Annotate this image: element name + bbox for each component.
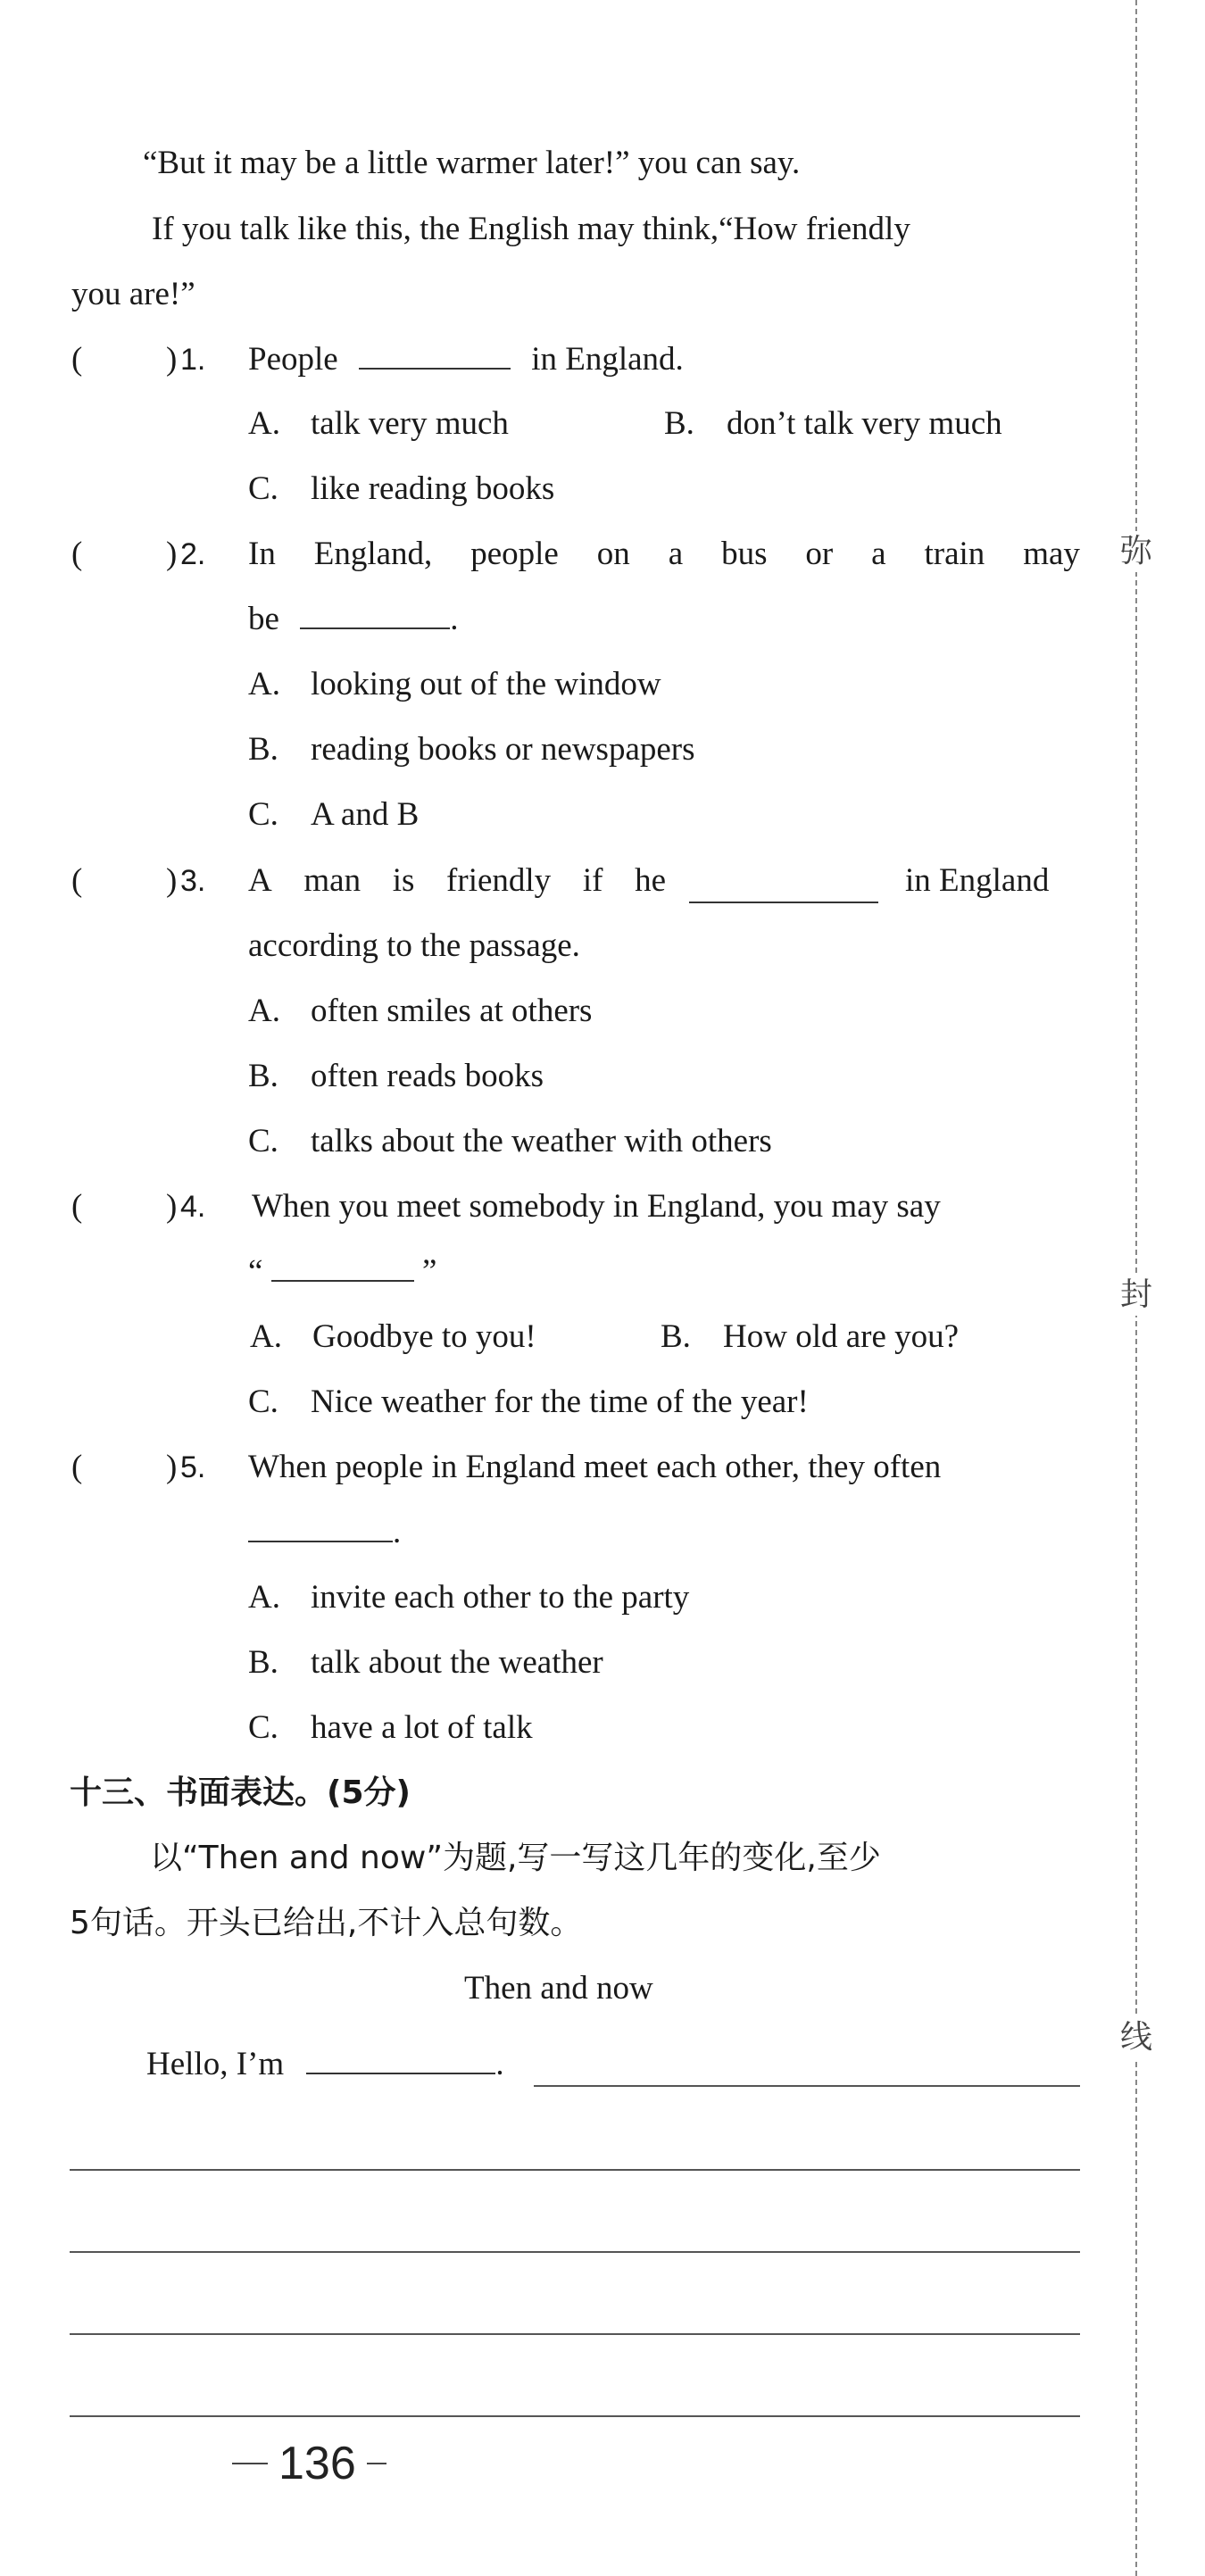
- q2-word: may: [1023, 536, 1080, 572]
- q2-word: people: [470, 536, 559, 572]
- q3-blank[interactable]: [689, 871, 878, 903]
- q2-word: a: [871, 536, 886, 572]
- q2-option-c[interactable]: [248, 793, 419, 837]
- q2-stem-line-2-after: .: [450, 601, 459, 637]
- writing-name-blank[interactable]: [306, 2042, 495, 2074]
- writing-opening: [146, 2042, 504, 2087]
- q4-blank[interactable]: [271, 1250, 414, 1282]
- writing-title: Then and now: [464, 1970, 653, 2007]
- q1-close-paren: ): [166, 341, 178, 378]
- q1-stem-before: People: [248, 341, 338, 378]
- q5-open-paren: (: [71, 1449, 83, 1485]
- q1-option-a-letter: A.: [248, 405, 280, 442]
- q1-stem: [248, 337, 684, 382]
- q2-word: on: [596, 536, 630, 572]
- q1-option-b-text: don’t talk very much: [727, 405, 1002, 442]
- page-number-right-dash: [367, 2463, 386, 2464]
- q3-option-b-letter: B.: [248, 1058, 278, 1094]
- q1-stem-after: in England.: [531, 341, 684, 378]
- q4-open-paren: (: [71, 1188, 83, 1225]
- q3-option-a-letter: A.: [248, 993, 280, 1029]
- q1-open-paren: (: [71, 341, 83, 378]
- q4-option-a-letter: A.: [250, 1318, 282, 1355]
- passage-line-3: you are!”: [71, 276, 195, 312]
- q5-option-c[interactable]: [248, 1706, 533, 1750]
- page-number-text: 136: [278, 2438, 356, 2489]
- q5-stem-line-2: [248, 1510, 401, 1555]
- q2-close-paren: ): [166, 536, 178, 572]
- q3-answer-bracket[interactable]: [71, 859, 250, 903]
- q4-option-b-letter: B.: [661, 1318, 691, 1355]
- q2-option-b[interactable]: [248, 727, 695, 772]
- q1-option-c-text: like reading books: [311, 470, 555, 507]
- q3-word: is: [392, 862, 415, 899]
- q3-word: friendly: [446, 862, 552, 899]
- writing-line-1[interactable]: [70, 2169, 1080, 2171]
- binding-label-feng: 封: [1116, 1275, 1157, 1316]
- q3-option-c-letter: C.: [248, 1123, 278, 1159]
- q3-number: 3.: [180, 864, 206, 898]
- q2-option-c-text: A and B: [311, 796, 420, 833]
- q5-option-c-letter: C.: [248, 1709, 278, 1746]
- binding-label-mi: 弥: [1116, 531, 1157, 572]
- q3-stem-line-1: [248, 859, 666, 903]
- q5-option-b[interactable]: [248, 1641, 603, 1685]
- writing-opening-before: Hello, I’m: [146, 2046, 285, 2082]
- q3-option-a-text: often smiles at others: [311, 993, 593, 1029]
- binding-label-xian: 线: [1116, 2017, 1157, 2058]
- q4-stem-line-1: When you meet somebody in England, you may say: [252, 1188, 941, 1225]
- q2-word: a: [668, 536, 684, 572]
- writing-line-3[interactable]: [70, 2333, 1080, 2335]
- q2-word: bus: [721, 536, 768, 572]
- passage-line-2: [152, 207, 1080, 252]
- q3-word: man: [303, 862, 362, 899]
- page-number-left-dash: [232, 2463, 268, 2464]
- q5-answer-bracket[interactable]: [71, 1445, 250, 1490]
- page-number: [232, 2437, 386, 2490]
- q3-option-a[interactable]: [248, 989, 592, 1034]
- q2-word: train: [924, 536, 985, 572]
- writing-line-4[interactable]: [70, 2415, 1080, 2417]
- q4-answer-bracket[interactable]: [71, 1184, 250, 1229]
- q5-option-b-letter: B.: [248, 1644, 278, 1681]
- q4-option-b[interactable]: [661, 1315, 959, 1359]
- q2-option-b-letter: B.: [248, 731, 278, 768]
- q5-option-b-text: talk about the weather: [311, 1644, 603, 1681]
- q1-option-c-letter: C.: [248, 470, 278, 507]
- q2-blank[interactable]: [300, 597, 450, 629]
- passage-line-1: “But it may be a little warmer later!” you can say.: [143, 145, 801, 181]
- q4-option-a[interactable]: [250, 1315, 536, 1359]
- q2-word: or: [805, 536, 834, 572]
- q2-open-paren: (: [71, 536, 83, 572]
- writing-line-0[interactable]: [534, 2085, 1080, 2087]
- writing-line-2[interactable]: [70, 2251, 1080, 2253]
- q2-word: England,: [313, 536, 433, 572]
- q5-option-c-text: have a lot of talk: [311, 1709, 533, 1746]
- q2-number: 2.: [180, 537, 206, 571]
- q3-option-b-text: often reads books: [311, 1058, 544, 1094]
- q2-option-a-letter: A.: [248, 666, 280, 702]
- q5-option-a-text: invite each other to the party: [311, 1579, 690, 1616]
- q1-option-b-letter: B.: [664, 405, 694, 442]
- q1-option-a-text: talk very much: [311, 405, 509, 442]
- q3-word: if: [582, 862, 603, 899]
- q2-option-a[interactable]: [248, 662, 661, 707]
- q3-close-paren: ): [166, 862, 178, 899]
- q4-stem-line-2: [248, 1250, 436, 1294]
- q3-open-paren: (: [71, 862, 83, 899]
- q2-stem-line-1: [248, 532, 1080, 577]
- q3-word: he: [635, 862, 666, 899]
- q3-option-b[interactable]: [248, 1054, 544, 1099]
- q2-word: In: [248, 536, 276, 572]
- q2-option-a-text: looking out of the window: [311, 666, 661, 702]
- q4-option-c-letter: C.: [248, 1384, 278, 1420]
- q1-option-b[interactable]: [664, 402, 1002, 446]
- q2-answer-bracket[interactable]: [71, 532, 250, 577]
- q1-answer-bracket[interactable]: [71, 337, 250, 382]
- q4-open-quote: “: [248, 1253, 263, 1290]
- q4-option-c[interactable]: [248, 1380, 809, 1425]
- q2-stem-line-2-before: be: [248, 601, 279, 637]
- writing-instruction-line-1: 以“Then and now”为题,写一写这几年的变化,至少: [150, 1840, 881, 1876]
- q4-option-a-text: Goodbye to you!: [312, 1318, 536, 1355]
- q1-option-c[interactable]: [248, 467, 554, 511]
- q3-stem-line-1-after: in England: [905, 862, 1050, 899]
- q4-close-quote: ”: [421, 1253, 437, 1290]
- q4-option-c-text: Nice weather for the time of the year!: [311, 1384, 809, 1420]
- q1-number: 1.: [180, 343, 206, 377]
- q1-blank[interactable]: [359, 337, 511, 370]
- writing-section-heading: 十三、书面表达。(5分): [70, 1774, 411, 1811]
- passage-line-2-text: If you talk like this, the English may think,“How friendly: [152, 211, 910, 247]
- q4-option-b-text: How old are you?: [723, 1318, 960, 1355]
- q5-option-a[interactable]: [248, 1575, 689, 1620]
- q3-word: A: [248, 862, 272, 899]
- q5-stem-line-2-after: .: [393, 1514, 402, 1550]
- q5-option-a-letter: A.: [248, 1579, 280, 1616]
- q1-option-a[interactable]: [248, 402, 509, 446]
- writing-instruction-line-2: 5句话。开头已给出,不计入总句数。: [70, 1905, 583, 1941]
- q3-option-c[interactable]: [248, 1119, 772, 1164]
- q2-stem-line-2: [248, 597, 458, 642]
- q3-option-c-text: talks about the weather with others: [311, 1123, 772, 1159]
- q4-close-paren: ): [166, 1188, 178, 1225]
- q4-number: 4.: [180, 1190, 206, 1224]
- q2-option-b-text: reading books or newspapers: [311, 731, 695, 768]
- q3-stem-line-2: according to the passage.: [248, 927, 580, 964]
- q5-close-paren: ): [166, 1449, 178, 1485]
- q5-blank[interactable]: [248, 1510, 393, 1542]
- q5-stem-line-1: When people in England meet each other, they often: [248, 1449, 942, 1485]
- writing-opening-after: .: [495, 2046, 504, 2082]
- q5-number: 5.: [180, 1450, 206, 1484]
- q2-option-c-letter: C.: [248, 796, 278, 833]
